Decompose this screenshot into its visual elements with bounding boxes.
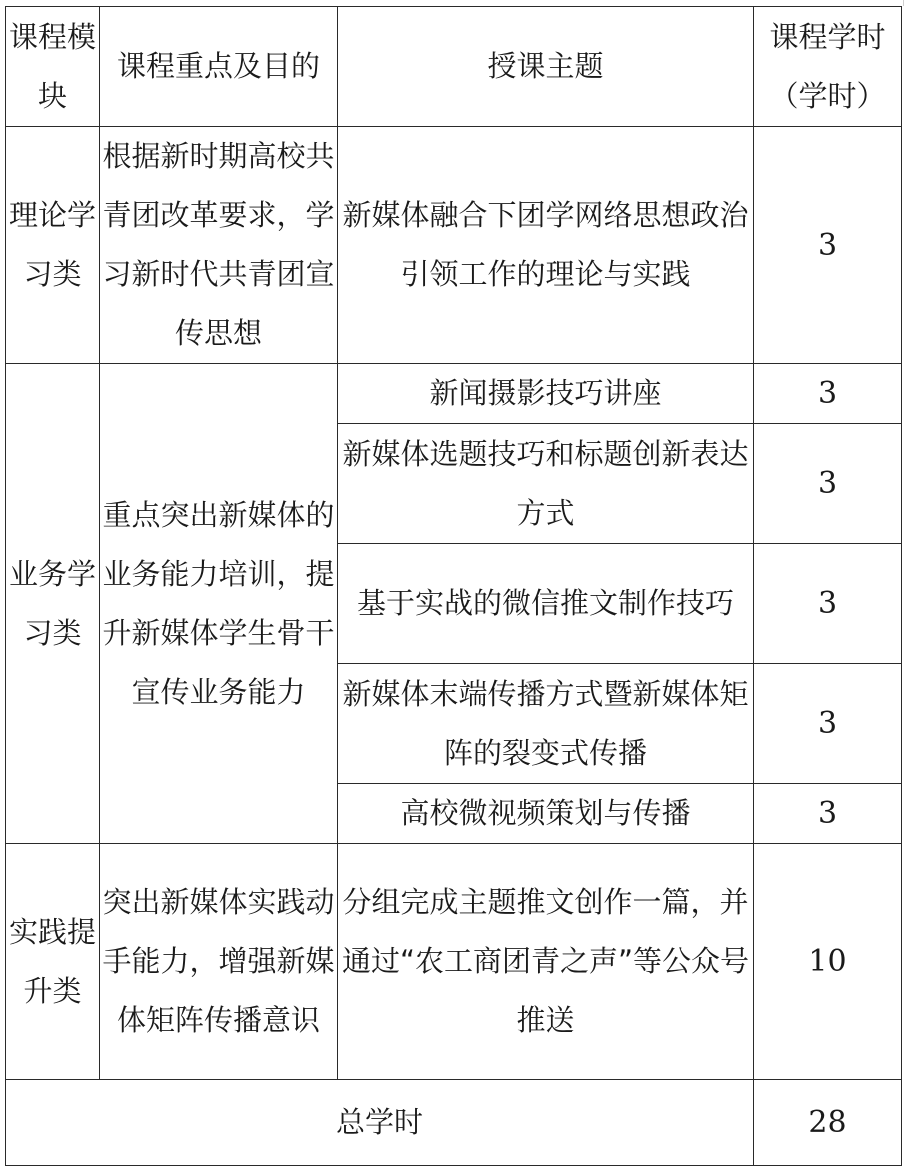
focus-cell-business: 重点突出新媒体的业务能力培训，提升新媒体学生骨干宣传业务能力 — [100, 364, 338, 844]
module-cell-business: 业务学习类 — [6, 364, 100, 844]
topic-cell: 新闻摄影技巧讲座 — [338, 364, 754, 424]
table-row — [6, 364, 902, 424]
hours-cell: 3 — [754, 127, 902, 364]
header-module: 课程模块 — [6, 7, 100, 127]
hours-cell: 3 — [754, 544, 902, 664]
hours-cell: 3 — [754, 664, 902, 784]
topic-cell: 新媒体融合下团学网络思想政治引领工作的理论与实践 — [338, 127, 754, 364]
topic-cell: 新媒体末端传播方式暨新媒体矩阵的裂变式传播 — [338, 664, 754, 784]
total-row — [6, 1080, 902, 1166]
table-row — [6, 127, 902, 364]
focus-cell-theory: 根据新时期高校共青团改革要求，学习新时代共青团宣传思想 — [100, 127, 338, 364]
hours-cell: 3 — [754, 424, 902, 544]
course-table — [5, 6, 902, 1166]
table-row — [6, 844, 902, 1080]
header-row — [6, 7, 902, 127]
topic-cell: 新媒体选题技巧和标题创新表达方式 — [338, 424, 754, 544]
topic-cell: 分组完成主题推文创作一篇，并通过“农工商团青之声”等公众号推送 — [338, 844, 754, 1080]
header-hours: 课程学时（学时） — [754, 7, 902, 127]
topic-cell: 高校微视频策划与传播 — [338, 784, 754, 844]
module-cell-theory: 理论学习类 — [6, 127, 100, 364]
total-label: 总学时 — [6, 1080, 754, 1166]
module-cell-practice: 实践提升类 — [6, 844, 100, 1080]
header-focus: 课程重点及目的 — [100, 7, 338, 127]
hours-cell: 10 — [754, 844, 902, 1080]
hours-cell: 3 — [754, 364, 902, 424]
edge-mark — [903, 0, 904, 6]
topic-cell: 基于实战的微信推文制作技巧 — [338, 544, 754, 664]
total-hours: 28 — [754, 1080, 902, 1166]
header-topic: 授课主题 — [338, 7, 754, 127]
focus-cell-practice: 突出新媒体实践动手能力，增强新媒体矩阵传播意识 — [100, 844, 338, 1080]
hours-cell: 3 — [754, 784, 902, 844]
